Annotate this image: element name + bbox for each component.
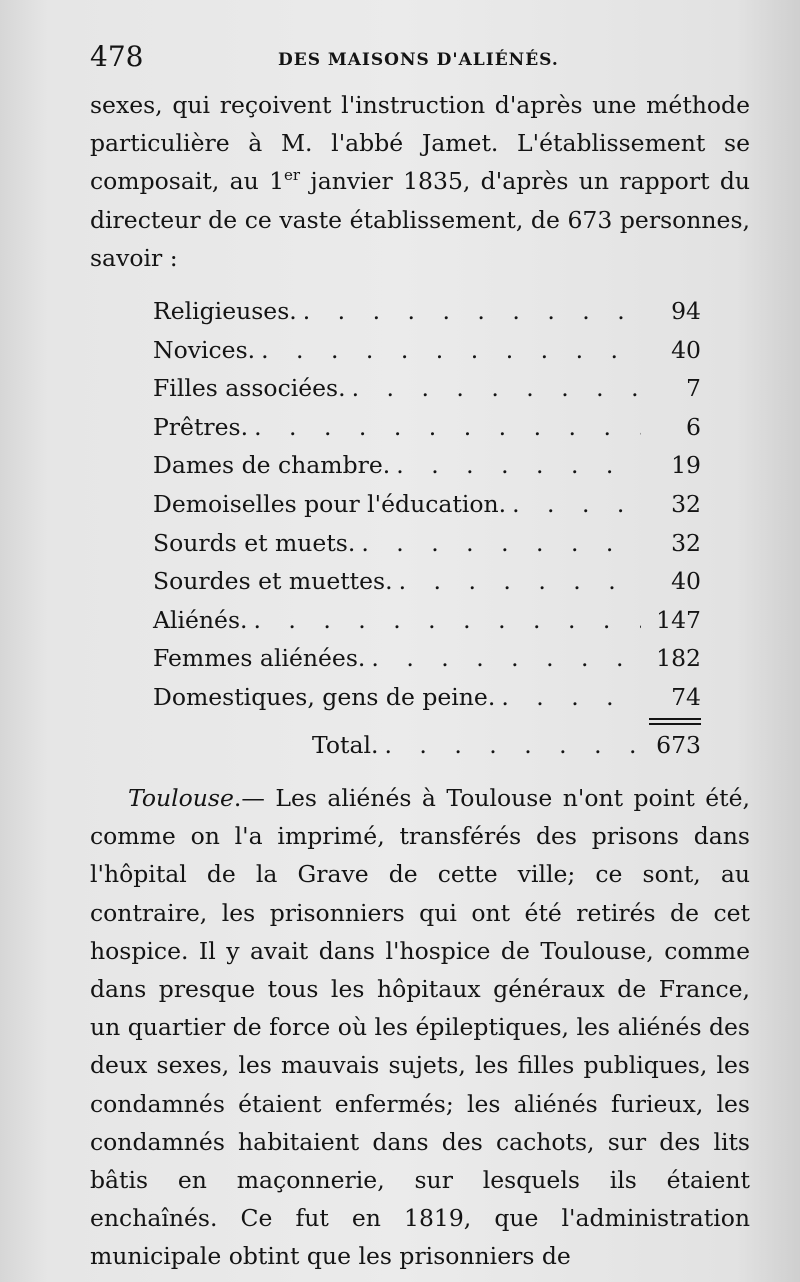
dot-leader <box>255 331 641 370</box>
table-row <box>153 292 701 331</box>
row-value: 94 <box>671 297 701 325</box>
running-head: DES MAISONS D'ALIÉNÉS. <box>278 50 559 70</box>
dot-leader <box>355 524 641 563</box>
row-label: Religieuses. <box>153 297 297 325</box>
row-label: Novices. <box>153 335 256 364</box>
total-row <box>312 726 701 765</box>
row-value: 147 <box>656 605 701 634</box>
dot-leader <box>365 639 641 678</box>
paragraph-text: .— Les aliénés à Toulouse n'ont point été, comme on l'a imprimé, transférés des prisons dans l'hôpital de la Grave de cette ville; ce sont, au contraire, les prisonniers qui ont été retirés de cet hospice. Il y avait dans l'hospice de Toulouse, comme dans presque tous les hôpitaux généraux de France, un quartier de force où les épileptiques, les aliénés des deux sexes, les mauvais sujets, les filles publiques, les condamnés étaient enfermés; les aliénés furieux, les condamnés habitaient dans des cachots, sur des lits bâtis en maçonnerie, sur lesquels ils étaient enchaînés. Ce fut en 1819, que l'administration municipale obtint que les prisonniers de <box>90 784 750 1271</box>
row-value: 182 <box>656 644 701 673</box>
row-value: 19 <box>671 451 701 480</box>
row-value: 32 <box>671 489 701 518</box>
dot-leader <box>390 446 641 485</box>
toulouse-paragraph <box>90 779 750 1276</box>
personnel-table <box>153 292 701 759</box>
row-value: 74 <box>671 682 701 711</box>
dot-leader <box>393 562 641 601</box>
total-label: Total. <box>312 731 379 759</box>
intro-superscript: er <box>284 166 301 185</box>
row-label: Aliénés. <box>153 605 248 634</box>
sum-rule <box>649 723 701 725</box>
dot-leader <box>247 601 641 640</box>
row-label: Domestiques, gens de peine. <box>153 682 496 711</box>
row-label: Filles associées. <box>153 374 346 403</box>
page-header <box>90 40 750 80</box>
table-row <box>153 524 701 563</box>
place-name: Toulouse <box>128 784 234 812</box>
row-label: Dames de chambre. <box>153 451 391 480</box>
table-row <box>153 331 701 370</box>
table-row <box>153 446 701 485</box>
sum-rule <box>649 718 701 720</box>
row-label: Demoiselles pour l'éducation. <box>153 489 507 518</box>
table-row <box>153 485 701 524</box>
table-row <box>153 639 701 678</box>
row-value: 40 <box>671 567 701 596</box>
dot-leader <box>506 485 641 524</box>
table-row <box>153 369 701 408</box>
intro-paragraph <box>90 86 750 277</box>
total-value: 673 <box>656 731 701 759</box>
dot-leader <box>495 678 641 717</box>
intro-text-end: janvier 1835, d'après un rapport du directeur de ce vaste établissement, de 673 personnes, savoir : <box>90 167 751 272</box>
row-label: Femmes aliénées. <box>153 644 366 673</box>
row-label: Prêtres. <box>153 412 249 441</box>
dot-leader <box>378 726 641 765</box>
row-value: 6 <box>686 412 701 441</box>
table-row <box>153 601 701 640</box>
row-label: Sourds et muets. <box>153 528 356 557</box>
dot-leader <box>297 292 641 331</box>
table-row <box>153 408 701 447</box>
page-number: 478 <box>90 40 144 73</box>
row-value: 40 <box>671 335 701 364</box>
dot-leader <box>346 369 641 408</box>
table-row <box>153 678 701 717</box>
dot-leader <box>248 408 641 447</box>
table-row <box>153 562 701 601</box>
row-label: Sourdes et muettes. <box>153 567 393 596</box>
intro-text: sexes, qui reçoivent l'instruction d'après une méthode particulière à M. l'abbé Jamet. L'établissement se composait, au 1 <box>90 91 750 196</box>
row-value: 32 <box>671 528 701 557</box>
row-value: 7 <box>686 374 701 403</box>
